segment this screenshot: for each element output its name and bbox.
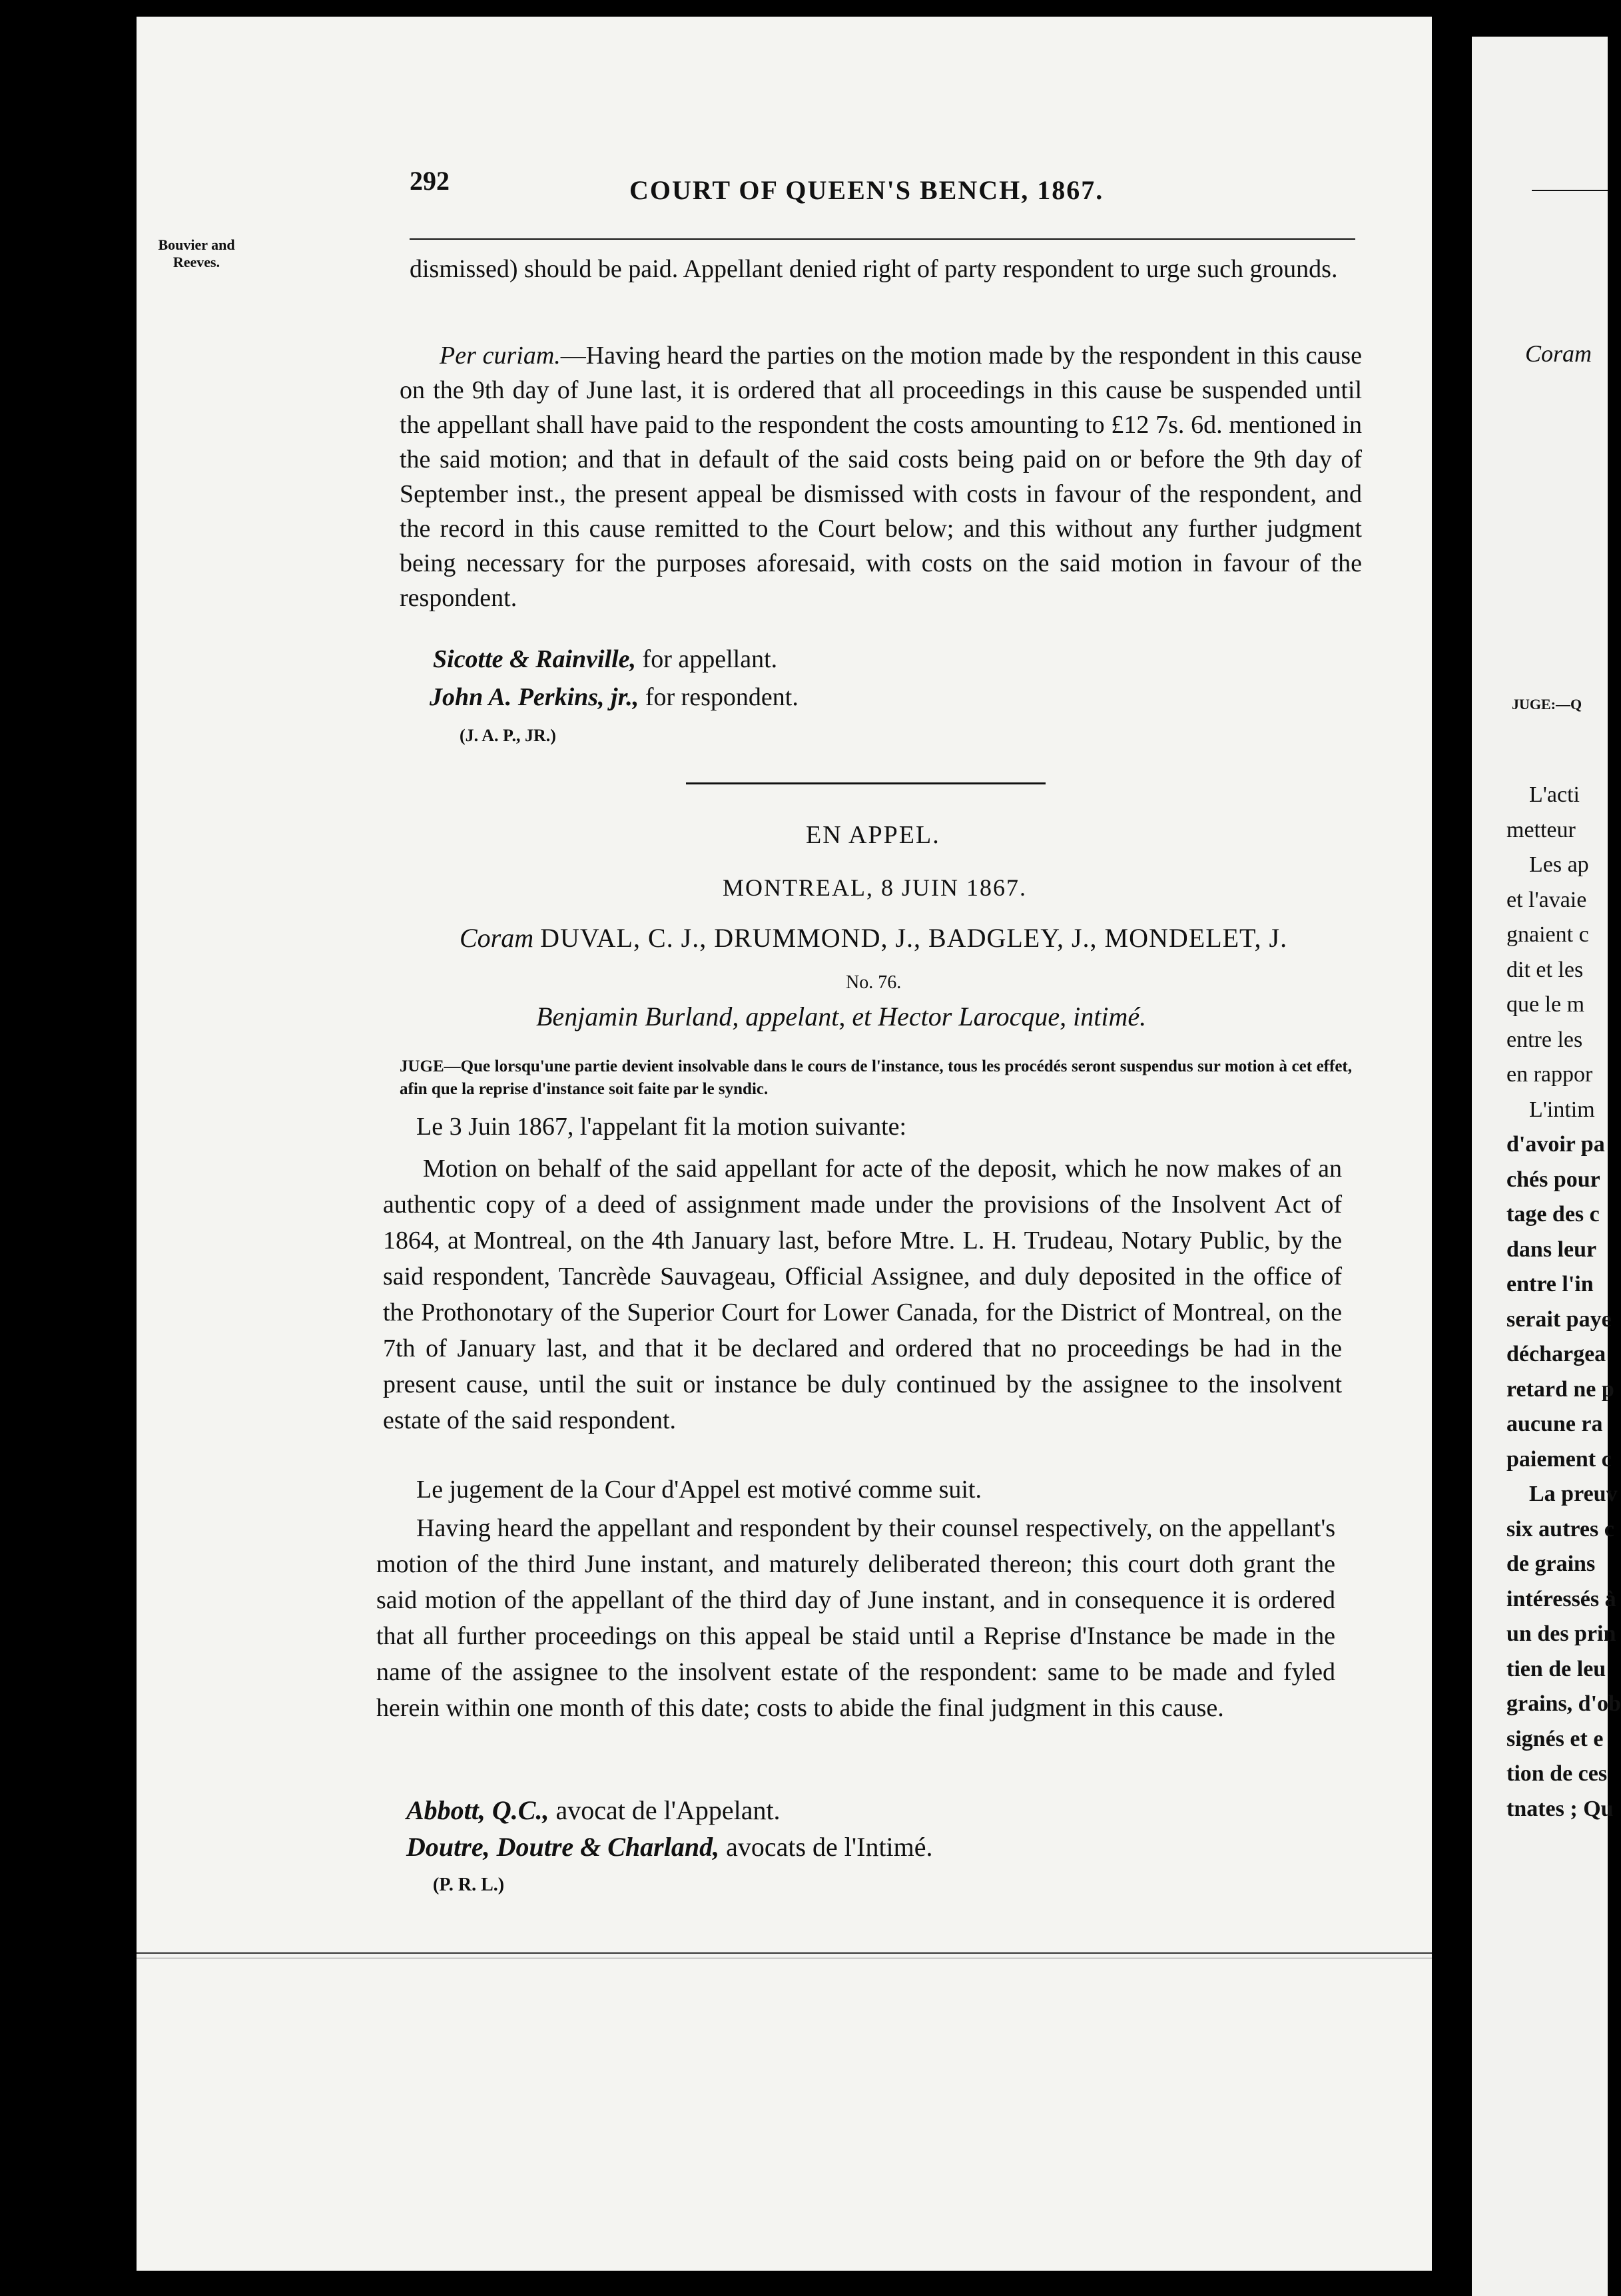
avocat-appelant [406, 1795, 781, 1826]
facing-line: aucune ra [1506, 1412, 1603, 1436]
avocat-intime-name: Doutre, Doutre & Charland, [406, 1832, 720, 1862]
avocat-appelant-name: Abbott, Q.C., [406, 1795, 549, 1825]
bottom-rule-top [137, 1952, 1432, 1954]
page-number: 292 [410, 166, 450, 196]
facing-line: chés pour [1506, 1167, 1600, 1192]
facing-line: d'avoir pa [1506, 1132, 1605, 1157]
motion-intro: Le 3 Juin 1867, l'appelant fit la motion suivante: [416, 1113, 907, 1141]
facing-line: intéressés à [1506, 1586, 1616, 1611]
counsel-appellant [433, 645, 777, 674]
coram-judges: DUVAL, C. J., DRUMMOND, J., BADGLEY, J., MONDELET, J. [540, 923, 1288, 953]
per-curiam-paragraph [400, 338, 1362, 615]
coram-label: Coram [460, 923, 534, 953]
judgment-paragraph: Having heard the appellant and respondent by their counsel respectively, on the appellant's motion of the third June instant, and maturely deliberated thereon; this court doth grant the said motion of the appellant of the third day of June instant, and in consequence it is ordered that all further proceedings on this appeal be staid until a Reprise d'Instance be made in the name of the assignee to the insolvent estate of the respondent: same to be made and fyled herein within one month of this date; costs to abide the final judgment in this cause. [376, 1514, 1335, 1722]
facing-line: six autres c [1506, 1516, 1614, 1542]
facing-line: un des prin [1506, 1621, 1616, 1646]
facing-line: metteur [1506, 817, 1576, 842]
facing-line: de grains [1506, 1552, 1596, 1576]
first-case-continuation: dismissed) should be paid. Appellant denied right of party respondent to urge such grounds. [410, 255, 1338, 283]
running-head: COURT OF QUEEN'S BENCH, 1867. [629, 175, 1104, 205]
facing-line: paiement c [1506, 1446, 1612, 1472]
facing-line: La preuv [1529, 1482, 1618, 1506]
facing-line: que le m [1506, 992, 1585, 1017]
per-curiam-label: Per curiam. [440, 342, 561, 370]
facing-line: retard ne p [1506, 1376, 1614, 1402]
section-divider [686, 782, 1046, 784]
second-case-reporter: (P. R. L.) [433, 1874, 505, 1895]
facing-line: tien de leu [1506, 1656, 1606, 1681]
case-parties: Benjamin Burland, appelant, et Hector Larocque, intimé. [536, 1002, 1147, 1031]
facing-line: L'intim [1529, 1097, 1595, 1122]
counsel-respondent-role: for respondent. [639, 683, 799, 711]
margin-note: Bouvier and Reeves. [158, 236, 235, 270]
juge-summary [393, 1055, 1352, 1101]
facing-line: gnaient c [1506, 922, 1589, 947]
case-place-date: MONTREAL, 8 JUIN 1867. [723, 874, 1027, 901]
motion-paragraph: Motion on behalf of the said appellant for acte of the deposit, which he now makes of an authentic copy of a deed of assignment made under the provisions of the Insolvent Act of 1864, at Montreal, on the 4th January last, before Mtre. L. H. Trudeau, Notary Public, by the said respondent, Tancrède Sauvageau, Official Assignee, and duly deposited in the office of the Prothonotary of the Superior Court for Lower Canada, for the District of Montreal, on the 7th of January last, and that it be declared and ordered that no proceedings be had in the present cause, until the suit or instance be duly continued by the assignee to the insolvent estate of the said respondent. [383, 1155, 1342, 1434]
facing-line: et l'avaie [1506, 887, 1587, 912]
counsel-appellant-name: Sicotte & Rainville, [433, 645, 637, 673]
facing-line: tion de ces [1506, 1761, 1608, 1786]
coram-line [460, 922, 1287, 954]
facing-line: tnates ; Qu [1506, 1796, 1614, 1821]
facing-line: serait paye [1506, 1306, 1612, 1332]
jugement-intro: Le jugement de la Cour d'Appel est motivé comme suit. [416, 1476, 982, 1504]
facing-line: signés et e [1506, 1726, 1604, 1751]
avocat-appelant-role: avocat de l'Appelant. [549, 1795, 781, 1825]
facing-line: dit et les [1506, 957, 1584, 982]
first-case-reporter: (J. A. P., JR.) [460, 726, 556, 745]
counsel-respondent-name: John A. Perkins, jr., [430, 683, 639, 711]
facing-line: entre les [1506, 1027, 1583, 1052]
facing-line: grains, d'ob [1506, 1691, 1621, 1716]
header-rule [410, 238, 1355, 240]
facing-line: déchargea [1506, 1342, 1606, 1366]
case-number: No. 76. [846, 972, 902, 993]
facing-line: tage des c [1506, 1202, 1600, 1227]
facing-line: dans leur [1506, 1237, 1597, 1262]
avocat-intime [406, 1831, 933, 1863]
case-heading: EN APPEL. [806, 821, 940, 849]
facing-coram: Coram [1525, 340, 1592, 367]
facing-line: L'acti [1529, 782, 1580, 807]
facing-juge: JUGE:—Q [1512, 696, 1582, 713]
avocat-intime-role: avocats de l'Intimé. [719, 1832, 933, 1862]
facing-line: en rappor [1506, 1062, 1593, 1087]
juge-text: JUGE—Que lorsqu'une partie devient insolvable dans le cours de l'instance, tous les procédés seront suspendus sur motion à cet effet, afin que la reprise d'instance soit faite par le syndic. [400, 1057, 1352, 1098]
facing-header-rule [1532, 190, 1608, 191]
facing-text-lines [1506, 778, 1621, 1827]
facing-line: Les ap [1529, 852, 1589, 877]
facing-line: entre l'in [1506, 1272, 1594, 1296]
counsel-appellant-role: for appellant. [636, 645, 778, 673]
per-curiam-text: —Having heard the parties on the motion made by the respondent in this cause on the 9th day of June last, it is ordered that all proceedings in this cause be suspended until the appellant shall have paid to the respondent the costs amounting to £12 7s. 6d. mentioned in the said motion; and that in default of the said costs being paid on or before the 9th day of September inst., the present appeal be dismissed with costs in favour of the respondent, and the record in this cause remitted to the Court below; and this without any further judgment being necessary for the purposes aforesaid, with costs on the said motion in favour of the respondent. [400, 342, 1362, 612]
counsel-respondent [430, 683, 799, 712]
